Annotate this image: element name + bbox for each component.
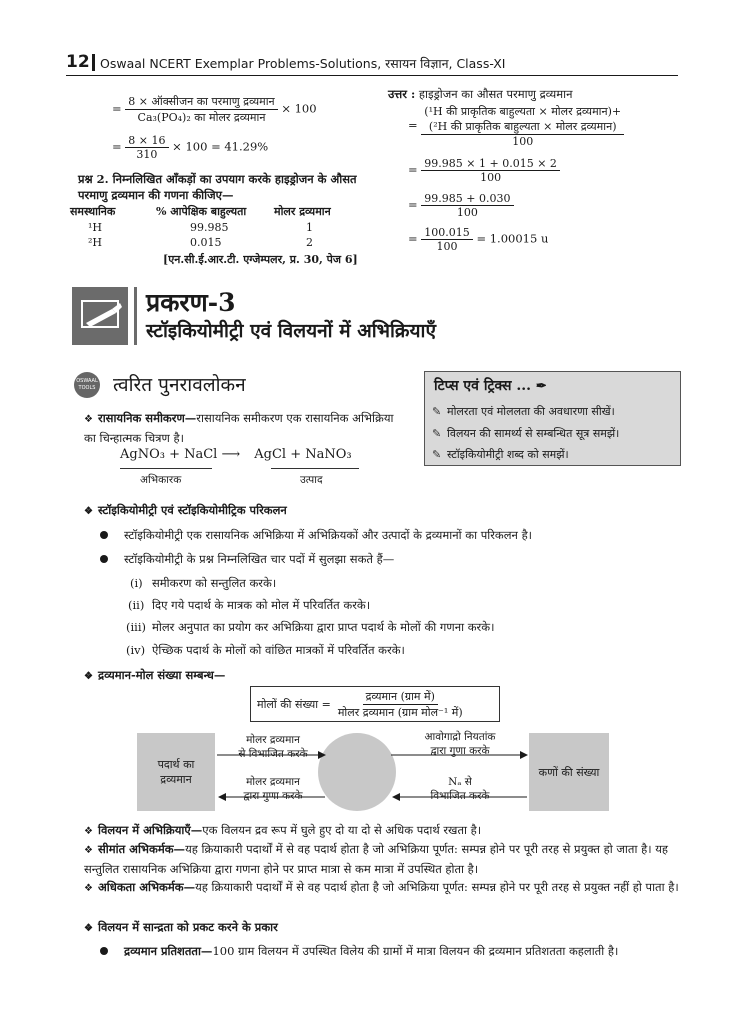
book-title: Oswaal NCERT Exemplar Problems-Solutions, रसायन विज्ञान, Class-XI bbox=[100, 56, 506, 71]
stoich-bullet-2: स्टॉइकियोमीट्री के प्रश्न निम्नलिखित चार पदों में सुलझा सकते हैं— bbox=[100, 552, 394, 567]
nib-bullet-icon: ✎ bbox=[432, 448, 442, 461]
arrow-label-tl: मोलर द्रव्यमान से विभाजित करके bbox=[238, 734, 308, 760]
answer-eq-1: = (¹H की प्राकृतिक बाहुल्यता × मोलर द्रव्यमान)+ (²H की प्राकृतिक बाहुल्यता × मोलर द्रव्यमान) 100 bbox=[408, 104, 624, 148]
diamond-bullet-icon: ❖ bbox=[84, 845, 93, 856]
header-rule bbox=[66, 75, 678, 76]
pen-icon: ✒ bbox=[535, 379, 547, 394]
answer-eq-3: = $\frac{99.985 + 0.030}{100}$ bbox=[408, 192, 514, 219]
diamond-bullet-icon: ❖ bbox=[84, 414, 93, 425]
mass-mole-heading: ❖ द्रव्यमान-मोल संख्या सम्बन्ध— bbox=[84, 668, 226, 682]
definition-limiting: ❖ सीमांत अभिकर्मक—यह क्रियाकारी पदार्थों में से वह पदार्थ होता है जो अभिक्रिया पूर्णत: सम्पन्न होने पर पूरी तरह से प्रयुक्त हो जाता है। यह सन्तुलित रासायनिक अभिक्रिया द्वारा गणना होने पर प्राप्त मात्रा से कम मात्रा में उपस्थित होता है। bbox=[84, 842, 668, 876]
bullet-icon bbox=[100, 947, 108, 955]
tip-item: ✎ विलयन की सामर्थ्य से सम्बन्धित सूत्र समझें। bbox=[432, 427, 620, 440]
product-label: उत्पाद bbox=[300, 474, 323, 486]
particles-box: कणों की संख्या bbox=[529, 733, 609, 811]
tip-item: ✎ स्टॉइकियोमीट्री शब्द को समझें। bbox=[432, 448, 569, 461]
step-item: (iii) मोलर अनुपात का प्रयोग कर अभिक्रिया द्वारा प्राप्त पदार्थ के मोलों की गणना करके। bbox=[126, 620, 495, 634]
step-item: (i) समीकरण को सन्तुलित करके। bbox=[130, 576, 277, 590]
tips-title: टिप्स एवं ट्रिक्स ... ✒ bbox=[434, 378, 547, 394]
equation-2: = $\frac{8 \times 16}{310}$ × 100 = 41.29% bbox=[112, 134, 269, 161]
page-number: 12 bbox=[66, 52, 90, 72]
bullet-icon bbox=[100, 555, 108, 563]
nib-bullet-icon: ✎ bbox=[432, 405, 442, 418]
arrow-label-br: Nₐ से विभाजित करके bbox=[430, 776, 490, 802]
arrow-label-tr: आवोगाद्रो नियतांक द्वारा गुणा करके bbox=[424, 731, 496, 757]
answer-eq-2: = $\frac{99.985 \times 1 + 0.015 \times 2}{100}$ bbox=[408, 157, 560, 184]
equation-1: = $\frac{\text{8 × ऑक्सीजन का परमाणु द्रव्यमान}}{\text{Ca₃(PO₄)₂ का मोलर द्रव्यमान}}$ × 100 bbox=[112, 95, 317, 124]
reference: [एन.सी.ई.आर.टी. एग्जेम्पलर, प्र. 30, पेज 6] bbox=[163, 253, 358, 266]
chapter-icon-box bbox=[72, 287, 128, 345]
answer-intro: उत्तर : हाइड्रोजन का औसत परमाणु द्रव्यमान bbox=[388, 87, 573, 101]
chemical-equation-definition: ❖ रासायनिक समीकरण—रासायनिक समीकरण एक रासायनिक अभिक्रिया का चिन्हात्मक चित्रण है। bbox=[84, 411, 394, 445]
pen-nib-icon bbox=[72, 287, 128, 345]
chapter-subtitle: स्टॉइकियोमीट्री एवं विलयनों में अभिक्रियाएँ bbox=[146, 320, 436, 342]
diamond-bullet-icon: ❖ bbox=[84, 923, 93, 934]
diamond-bullet-icon: ❖ bbox=[84, 826, 93, 837]
chapter-separator bbox=[134, 287, 137, 345]
review-title: त्वरित पुनरावलोकन bbox=[113, 374, 246, 396]
stoich-bullet-1: स्टॉइकियोमीट्री एक रासायनिक अभिक्रिया में अभिक्रियकों और उत्पादों के द्रव्यमानों का परिकलन है। bbox=[100, 528, 532, 543]
tip-item: ✎ मोलरता एवं मोललता की अवधारणा सीखें। bbox=[432, 405, 615, 418]
answer-eq-4: = $\frac{100.015}{100}$ = 1.00015 u bbox=[408, 226, 549, 253]
diamond-bullet-icon: ❖ bbox=[84, 506, 93, 517]
bullet-icon bbox=[100, 531, 108, 539]
definition-excess: ❖ अधिकता अभिकर्मक—यह क्रियाकारी पदार्थों में से वह पदार्थ होता है जो अभिक्रिया पूर्णत: सम्पन्न होने पर पूरी तरह से प्रयुक्त नहीं हो पाता है। bbox=[84, 878, 688, 898]
chapter-title: प्रकरण-3 bbox=[146, 288, 236, 317]
concentration-heading: ❖ विलयन में सान्द्रता को प्रकट करने के प्रकार bbox=[84, 920, 278, 934]
diamond-bullet-icon: ❖ bbox=[84, 671, 93, 682]
reaction-equation: AgNO₃ + NaCl ⟶ AgCl + NaNO₃ bbox=[120, 447, 352, 462]
mole-formula-box: मोलों की संख्या = $\frac{\text{द्रव्यमान (ग्राम में)}}{\text{मोलर द्रव्यमान (ग्राम मोल⁻¹ में)}}$ bbox=[250, 686, 500, 722]
mass-box: पदार्थ का द्रव्यमान bbox=[137, 733, 215, 811]
stoich-heading: ❖ स्टॉइकियोमीट्री एवं स्टॉइकियोमीट्रिक परिकलन bbox=[84, 503, 287, 517]
diamond-bullet-icon: ❖ bbox=[84, 883, 93, 894]
right-arrow-icon: ⟶ bbox=[221, 447, 241, 462]
nib-bullet-icon: ✎ bbox=[432, 427, 442, 440]
step-item: (ii) दिए गये पदार्थ के मात्रक को मोल में परिवर्तित करके। bbox=[128, 598, 371, 612]
header-divider bbox=[92, 54, 95, 71]
definition-reactions: ❖ विलयन में अभिक्रियाएँ—एक विलयन द्रव रूप में घुले हुए दो या दो से अधिक पदार्थ रखता है। bbox=[84, 822, 684, 840]
question-2: प्रश्न 2. निम्नलिखित आँकड़ों का उपयाग करके हाइड्रोजन के औसत परमाणु द्रव्यमान की गणना कीजिए— bbox=[78, 172, 357, 202]
reactant-label: अभिकारक bbox=[140, 474, 182, 486]
oswaal-tools-badge: OSWAAL TOOLS bbox=[74, 372, 100, 398]
mass-percentage-definition: द्रव्यमान प्रतिशतता—100 ग्राम विलयन में उपस्थित विलेय की ग्रामों में मात्रा विलयन की द्रव्यमान प्रतिशतता कहलाती है। bbox=[100, 944, 618, 959]
step-item: (iv) ऐच्छिक पदार्थ के मोलों को वांछित मात्रकों में परिवर्तित करके। bbox=[126, 643, 405, 657]
arrow-label-bl: मोलर द्रव्यमान द्वारा गुणा करके bbox=[243, 776, 303, 802]
isotope-table: समस्थानिक % आपेक्षिक बाहुल्यता मोलर द्रव्यमान ¹H 99.985 1 ²H 0.015 2 bbox=[70, 205, 331, 249]
